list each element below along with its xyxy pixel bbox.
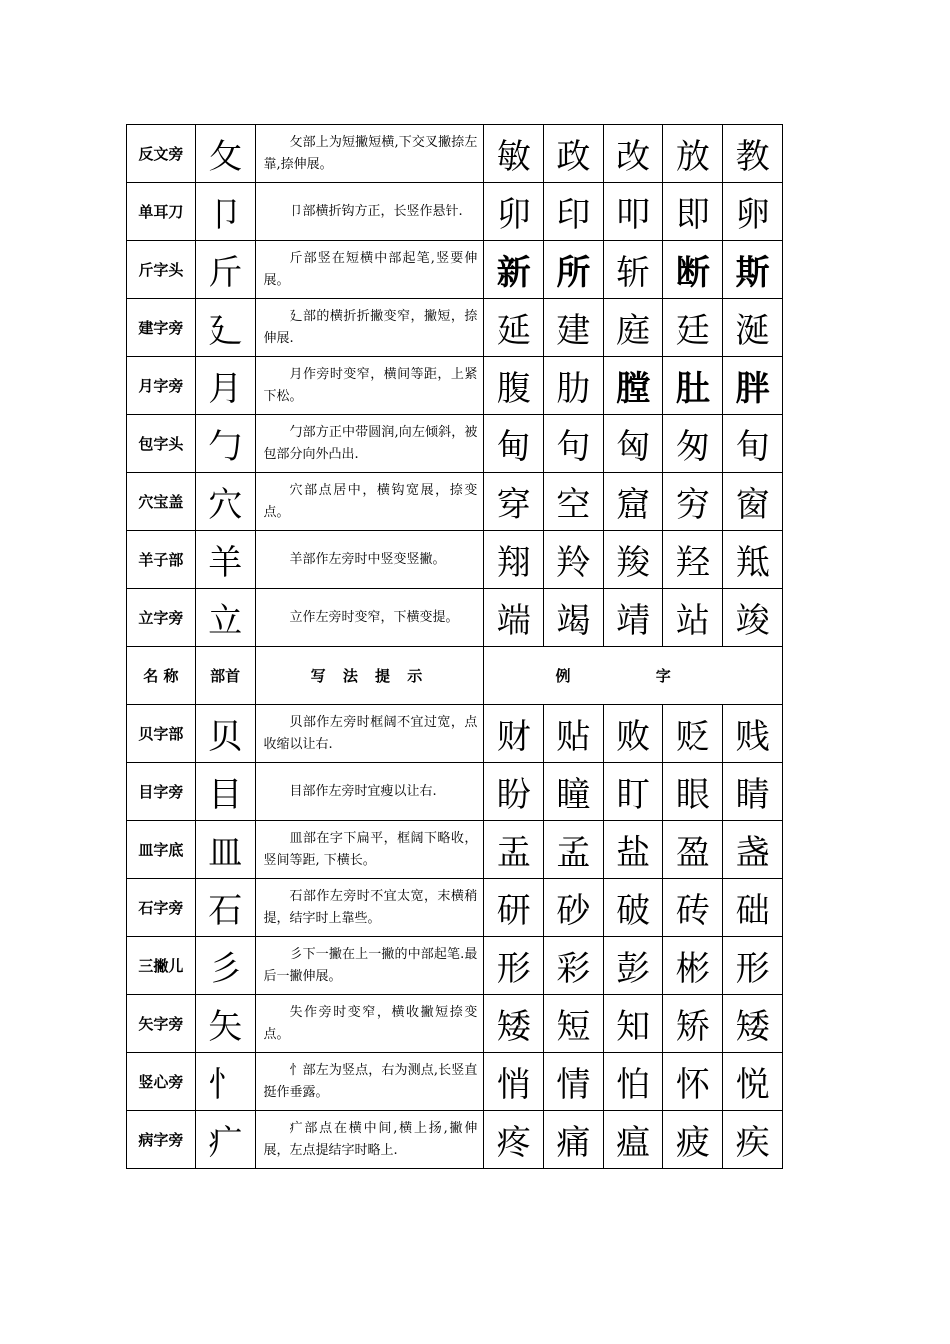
radical-name: 包字头 <box>127 415 196 473</box>
example-char: 悄 <box>484 1053 544 1111</box>
example-char: 彬 <box>663 937 723 995</box>
example-char: 竭 <box>544 589 604 647</box>
example-char: 瞳 <box>544 763 604 821</box>
radical-table-body <box>127 125 783 1169</box>
table-row <box>127 125 783 183</box>
example-char: 羟 <box>663 531 723 589</box>
radical-name: 目字旁 <box>127 763 196 821</box>
table-row <box>127 763 783 821</box>
table-row <box>127 1053 783 1111</box>
example-char: 疾 <box>723 1111 783 1169</box>
writing-hint: 斤部竖在短横中部起笔,竖要伸展。 <box>255 241 484 299</box>
example-char: 即 <box>663 183 723 241</box>
example-char: 句 <box>544 415 604 473</box>
writing-hint: 羊部作左旁时中竖变竖撇。 <box>255 531 484 589</box>
example-char: 贬 <box>663 705 723 763</box>
radical-glyph: 石 <box>195 879 255 937</box>
header-row <box>127 647 783 705</box>
radical-name: 矢字旁 <box>127 995 196 1053</box>
table-row <box>127 1111 783 1169</box>
table-row <box>127 357 783 415</box>
writing-hint: 忄部左为竖点，右为测点,长竖直挺作垂露。 <box>255 1053 484 1111</box>
example-char: 眼 <box>663 763 723 821</box>
example-char: 建 <box>544 299 604 357</box>
radical-name: 立字旁 <box>127 589 196 647</box>
example-char: 盯 <box>603 763 663 821</box>
radical-glyph: 攵 <box>195 125 255 183</box>
radical-glyph: 羊 <box>195 531 255 589</box>
example-char: 窗 <box>723 473 783 531</box>
example-char: 甸 <box>484 415 544 473</box>
example-char: 砖 <box>663 879 723 937</box>
example-char: 穿 <box>484 473 544 531</box>
example-char: 翔 <box>484 531 544 589</box>
example-char: 肋 <box>544 357 604 415</box>
example-char: 孟 <box>544 821 604 879</box>
radical-name: 贝字部 <box>127 705 196 763</box>
example-char: 斯 <box>723 241 783 299</box>
table-row <box>127 415 783 473</box>
radical-name: 石字旁 <box>127 879 196 937</box>
example-char: 情 <box>544 1053 604 1111</box>
writing-hint: 皿部在字下扁平，框阔下略收，竖间等距, 下横长。 <box>255 821 484 879</box>
example-char: 端 <box>484 589 544 647</box>
example-char: 新 <box>484 241 544 299</box>
radical-name: 反文旁 <box>127 125 196 183</box>
radical-glyph: 疒 <box>195 1111 255 1169</box>
writing-hint: 廴部的横折折撇变窄，撇短，捺伸展. <box>255 299 484 357</box>
radical-glyph: 目 <box>195 763 255 821</box>
writing-hint: 勹部方正中带圆润,向左倾斜，被包部分向外凸出. <box>255 415 484 473</box>
example-char: 敏 <box>484 125 544 183</box>
table-row <box>127 705 783 763</box>
example-char: 放 <box>663 125 723 183</box>
example-char: 研 <box>484 879 544 937</box>
example-char: 膛 <box>603 357 663 415</box>
radical-glyph: 斤 <box>195 241 255 299</box>
example-char: 旬 <box>723 415 783 473</box>
writing-hint: 失作旁时变窄，横收撇短捺变点。 <box>255 995 484 1053</box>
example-char: 盏 <box>723 821 783 879</box>
example-char: 彭 <box>603 937 663 995</box>
radical-name: 羊子部 <box>127 531 196 589</box>
example-char: 竣 <box>723 589 783 647</box>
radical-glyph: 穴 <box>195 473 255 531</box>
table-row <box>127 879 783 937</box>
writing-hint: 穴部点居中，横钩宽展，捺变点。 <box>255 473 484 531</box>
writing-hint: 贝部作左旁时框阔不宜过宽，点收缩以让右. <box>255 705 484 763</box>
example-char: 痛 <box>544 1111 604 1169</box>
writing-hint: 攵部上为短撇短横,下交叉撇捺左靠,捺伸展。 <box>255 125 484 183</box>
example-char: 涎 <box>723 299 783 357</box>
writing-hint: 石部作左旁时不宜太宽，末横稍提，结字时上靠些。 <box>255 879 484 937</box>
writing-hint: 立作左旁时变窄，下横变提。 <box>255 589 484 647</box>
radical-glyph: 立 <box>195 589 255 647</box>
example-char: 础 <box>723 879 783 937</box>
header-examples: 例 字 <box>484 647 783 705</box>
example-char: 怀 <box>663 1053 723 1111</box>
writing-hint: 疒部点在横中间,横上扬,撇伸展，左点提结字时略上. <box>255 1111 484 1169</box>
example-char: 庭 <box>603 299 663 357</box>
writing-hint: 月作旁时变窄，横间等距，上紧下松。 <box>255 357 484 415</box>
example-char: 廷 <box>663 299 723 357</box>
example-char: 砂 <box>544 879 604 937</box>
example-char: 断 <box>663 241 723 299</box>
table-row <box>127 473 783 531</box>
example-char: 疲 <box>663 1111 723 1169</box>
example-char: 盈 <box>663 821 723 879</box>
example-char: 羝 <box>723 531 783 589</box>
example-char: 矫 <box>663 995 723 1053</box>
table-row <box>127 821 783 879</box>
radical-glyph: 月 <box>195 357 255 415</box>
example-char: 窟 <box>603 473 663 531</box>
example-char: 改 <box>603 125 663 183</box>
radical-glyph: 贝 <box>195 705 255 763</box>
radical-name: 三撇儿 <box>127 937 196 995</box>
radical-name: 建字旁 <box>127 299 196 357</box>
example-char: 贱 <box>723 705 783 763</box>
example-char: 腹 <box>484 357 544 415</box>
radical-glyph: 卩 <box>195 183 255 241</box>
example-char: 彩 <box>544 937 604 995</box>
example-char: 匆 <box>663 415 723 473</box>
example-char: 矮 <box>484 995 544 1053</box>
example-char: 短 <box>544 995 604 1053</box>
radical-name: 月字旁 <box>127 357 196 415</box>
radical-name: 单耳刀 <box>127 183 196 241</box>
example-char: 破 <box>603 879 663 937</box>
example-char: 形 <box>484 937 544 995</box>
example-char: 教 <box>723 125 783 183</box>
table-row <box>127 531 783 589</box>
table-row <box>127 589 783 647</box>
header-name: 名 称 <box>127 647 196 705</box>
example-char: 政 <box>544 125 604 183</box>
example-char: 盂 <box>484 821 544 879</box>
example-char: 卵 <box>723 183 783 241</box>
example-char: 贴 <box>544 705 604 763</box>
example-char: 空 <box>544 473 604 531</box>
example-char: 卯 <box>484 183 544 241</box>
writing-hint: 卩部横折钩方正，长竖作悬针. <box>255 183 484 241</box>
example-char: 盐 <box>603 821 663 879</box>
radical-name: 斤字头 <box>127 241 196 299</box>
radical-name: 穴宝盖 <box>127 473 196 531</box>
radical-name: 病字旁 <box>127 1111 196 1169</box>
writing-hint: 彡下一撇在上一撇的中部起笔.最后一撇伸展。 <box>255 937 484 995</box>
table-row <box>127 183 783 241</box>
radical-glyph: 勹 <box>195 415 255 473</box>
example-char: 叩 <box>603 183 663 241</box>
example-char: 败 <box>603 705 663 763</box>
example-char: 靖 <box>603 589 663 647</box>
example-char: 肚 <box>663 357 723 415</box>
table-row <box>127 299 783 357</box>
example-char: 悦 <box>723 1053 783 1111</box>
example-char: 胖 <box>723 357 783 415</box>
example-char: 瘟 <box>603 1111 663 1169</box>
example-char: 印 <box>544 183 604 241</box>
example-char: 矮 <box>723 995 783 1053</box>
example-char: 睛 <box>723 763 783 821</box>
radical-glyph: 皿 <box>195 821 255 879</box>
table-row <box>127 995 783 1053</box>
example-char: 怕 <box>603 1053 663 1111</box>
table-row <box>127 241 783 299</box>
table-row <box>127 937 783 995</box>
radical-glyph: 矢 <box>195 995 255 1053</box>
example-char: 羧 <box>603 531 663 589</box>
example-char: 盼 <box>484 763 544 821</box>
radical-table <box>126 124 783 1169</box>
example-char: 站 <box>663 589 723 647</box>
header-hint: 写 法 提 示 <box>255 647 484 705</box>
example-char: 匈 <box>603 415 663 473</box>
example-char: 延 <box>484 299 544 357</box>
example-char: 形 <box>723 937 783 995</box>
example-char: 财 <box>484 705 544 763</box>
example-char: 知 <box>603 995 663 1053</box>
radical-glyph: 忄 <box>195 1053 255 1111</box>
example-char: 斩 <box>603 241 663 299</box>
example-char: 穷 <box>663 473 723 531</box>
example-char: 所 <box>544 241 604 299</box>
example-char: 羚 <box>544 531 604 589</box>
radical-glyph: 彡 <box>195 937 255 995</box>
writing-hint: 目部作左旁时宜瘦以让右. <box>255 763 484 821</box>
example-char: 疼 <box>484 1111 544 1169</box>
radical-name: 皿字底 <box>127 821 196 879</box>
radical-glyph: 廴 <box>195 299 255 357</box>
radical-name: 竖心旁 <box>127 1053 196 1111</box>
header-radical: 部首 <box>195 647 255 705</box>
